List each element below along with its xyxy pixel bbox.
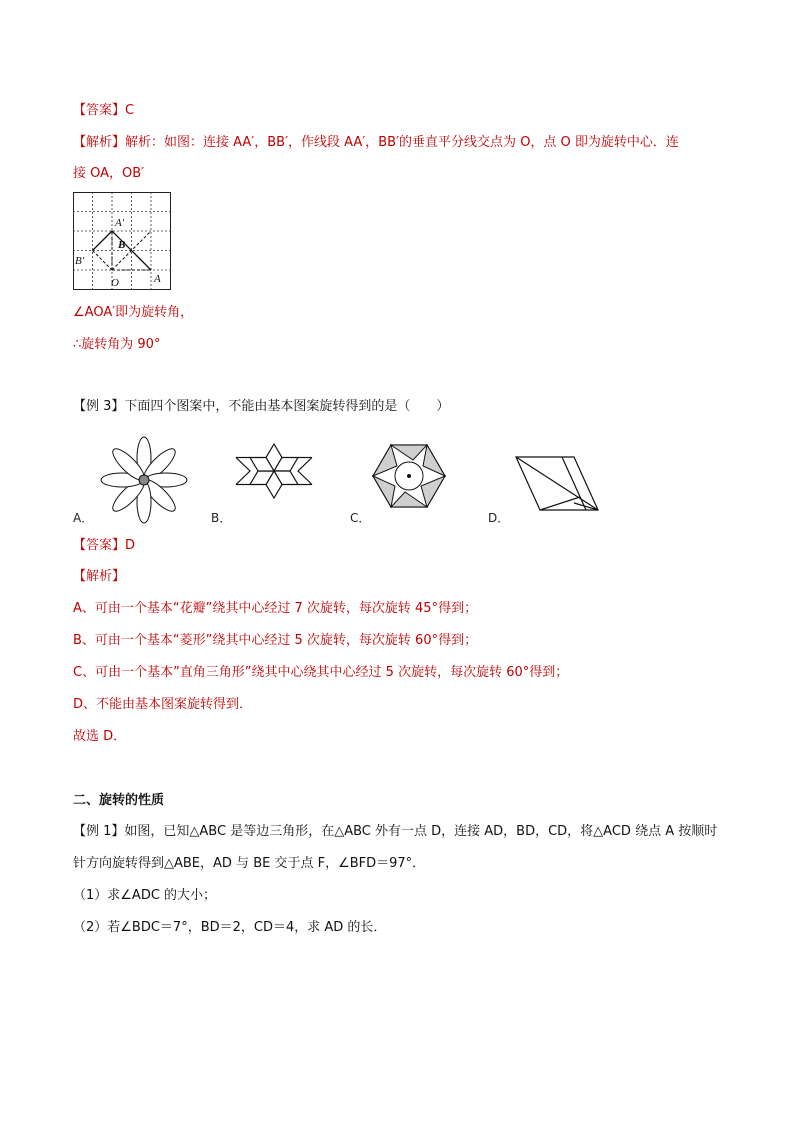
analysis-tag: 【解析】 <box>73 135 126 150</box>
option-c-label: C． <box>350 511 371 525</box>
example1-line-1 <box>73 823 717 841</box>
analysis2-item-c: C、可由一个基本”直角三角形”绕其中心绕其中心经过 5 次旋转，每次旋转 60°得到； <box>73 665 569 680</box>
section-title: 二、旋转的性质 <box>73 793 165 808</box>
example1-tag: 【例 1】 <box>73 824 125 839</box>
example3-tag: 【例 3】 <box>73 399 125 414</box>
option-c-hexagon-figure <box>372 444 446 508</box>
option-d-label: D． <box>488 511 510 525</box>
analysis2-item-a: A、可由一个基本“花瓣”绕其中心经过 7 次旋转，每次旋转 45°得到； <box>73 601 478 616</box>
answer-line-1 <box>73 102 134 120</box>
rotation-grid-figure <box>73 192 171 290</box>
answer2-value: D <box>125 538 136 553</box>
option-b-label: B． <box>211 511 232 525</box>
option-d-parallelogram-figure <box>514 455 600 511</box>
answer2-tag: 【答案】 <box>73 538 126 553</box>
analysis-line-1 <box>73 134 679 152</box>
label-a: A <box>154 273 161 285</box>
answer-value: C <box>125 103 135 118</box>
label-o: O <box>111 277 119 289</box>
option-a-flower-figure <box>96 437 192 523</box>
option-a-label: A． <box>73 511 94 525</box>
example1-question-2: （2）若∠BDC＝7°，BD＝2，CD＝4，求 AD 的长． <box>73 920 387 935</box>
example1-text-1: 如图，已知△ABC 是等边三角形，在△ABC 外有一点 D，连接 AD，BD，CD，将△ACD 绕点 A 按顺时 <box>124 824 718 839</box>
example3-text: 下面四个图案中，不能由基本图案旋转得到的是（ ） <box>124 399 450 414</box>
example1-text-2: 针方向旋转得到△ABE，AD 与 BE 交于点 F，∠BFD＝97°． <box>73 856 426 871</box>
option-b-rhombus-star-figure <box>236 444 312 498</box>
label-b-prime: B′ <box>75 255 85 267</box>
label-a-prime: A′ <box>115 217 125 229</box>
analysis-text-2: 接 OA，OB′ <box>73 166 145 181</box>
analysis2-item-d: D、不能由基本图案旋转得到． <box>73 697 253 712</box>
conclusion-line-2: ∴旋转角为 90° <box>73 337 161 352</box>
analysis-text-1: 解析：如图：连接 AA′，BB′，作线段 AA′，BB′的垂直平分线交点为 O，点 O 即为旋转中心．连 <box>125 135 679 150</box>
example1-question-1: （1）求∠ADC 的大小； <box>73 888 217 903</box>
analysis2-choice: 故选 D． <box>73 729 127 744</box>
analysis2-item-b: B、可由一个基本“菱形”绕其中心经过 5 次旋转，每次旋转 60°得到； <box>73 633 478 648</box>
label-b: B <box>118 239 126 251</box>
analysis2-tag: 【解析】 <box>73 569 126 584</box>
example3-question <box>73 398 449 416</box>
answer-tag: 【答案】 <box>73 103 126 118</box>
conclusion-line-1: ∠AOA′即为旋转角， <box>73 305 194 320</box>
answer-line-2 <box>73 537 135 555</box>
